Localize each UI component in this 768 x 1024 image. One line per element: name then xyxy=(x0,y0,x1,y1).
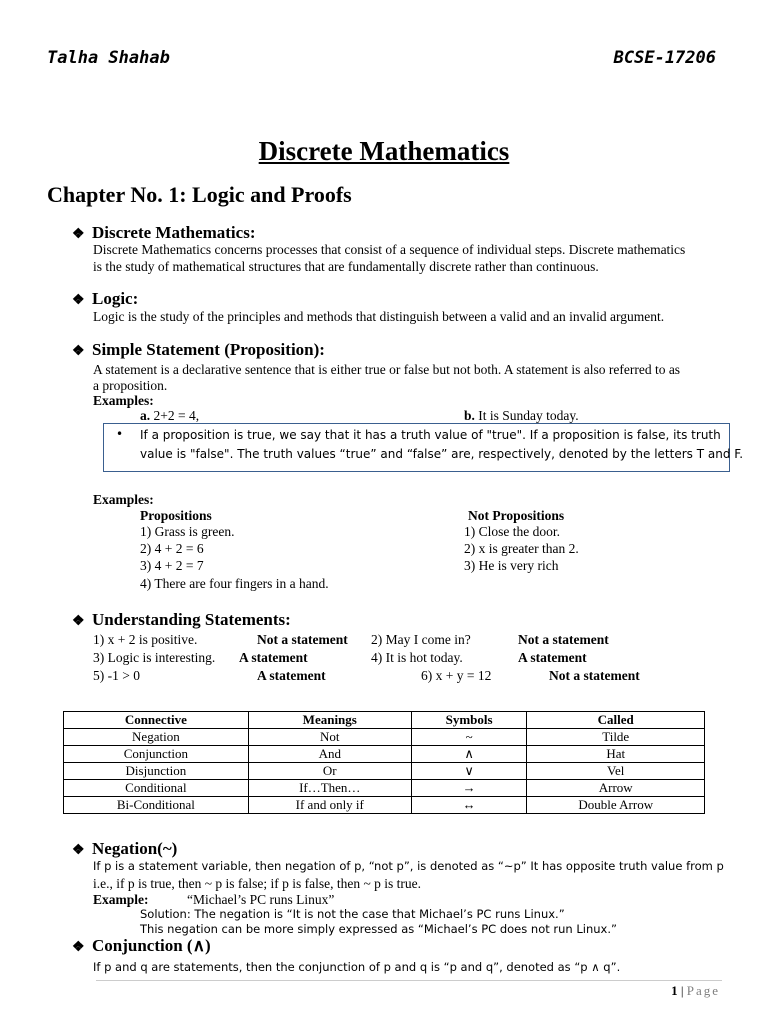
not-propositions-heading: Not Propositions xyxy=(468,508,565,523)
not-proposition-item: 3) He is very rich xyxy=(464,558,559,573)
note-line-2: value is "false". The truth values “true” and “false” are, respectively, denoted by the letters T and F. xyxy=(140,447,744,461)
bullet-icon: • xyxy=(116,427,124,441)
table-cell: Arrow xyxy=(527,780,705,797)
proposition-item: 2) 4 + 2 = 6 xyxy=(140,541,204,556)
section-heading-conjunction: ❖ Conjunction (∧) xyxy=(72,936,211,955)
diamond-bullet-icon: ❖ xyxy=(72,344,85,359)
section-heading-logic: ❖ Logic: xyxy=(72,289,139,308)
table-row xyxy=(64,729,705,746)
conjunction-text: If p and q are statements, then the conjunction of p and q is “p and q”, denoted as “p ∧ q”. xyxy=(93,960,621,974)
simple-text-2: a proposition. xyxy=(93,378,168,393)
page-title: Discrete Mathematics xyxy=(258,136,510,166)
note-line-1: If a proposition is true, we say that it has a truth value of "true". If a proposition is false, its truth xyxy=(140,428,721,442)
table-cell: And xyxy=(248,746,411,763)
examples-label-2: Examples: xyxy=(93,492,154,507)
table-row xyxy=(64,763,705,780)
table-cell: Conjunction xyxy=(64,746,249,763)
negation-text-1: If p is a statement variable, then negation of p, “not p”, is denoted as “~p” It has opposite truth value from p xyxy=(93,859,724,873)
table-cell: Bi-Conditional xyxy=(64,797,249,814)
truth-value-note-box xyxy=(103,423,744,472)
example-b: b. It is Sunday today. xyxy=(464,408,579,423)
section-heading-understanding: ❖ Understanding Statements: xyxy=(72,610,291,629)
negation-example-label: Example: xyxy=(93,892,149,907)
diamond-bullet-icon: ❖ xyxy=(72,843,85,858)
table-cell: ∧ xyxy=(411,746,527,763)
footer-divider xyxy=(96,980,722,981)
statement-item: 1) x + 2 is positive. xyxy=(93,632,198,647)
column-header: Called xyxy=(527,712,705,729)
table-cell: Hat xyxy=(527,746,705,763)
statement-item: 3) Logic is interesting. xyxy=(93,650,216,665)
table-cell: Vel xyxy=(527,763,705,780)
section-heading-simple: ❖ Simple Statement (Proposition): xyxy=(72,340,325,359)
proposition-item: 1) Grass is green. xyxy=(140,524,235,539)
negation-solution: Solution: The negation is “It is not the case that Michael’s PC runs Linux.” xyxy=(140,907,565,921)
page-label: Page xyxy=(686,983,720,998)
diamond-bullet-icon: ❖ xyxy=(72,940,85,955)
simple-text-1: A statement is a declarative sentence that is either true or false but not both. A statement is also referred to as xyxy=(93,362,681,377)
table-cell: Or xyxy=(248,763,411,780)
chapter-heading: Chapter No. 1: Logic and Proofs xyxy=(47,182,352,207)
table-cell: If…Then… xyxy=(248,780,411,797)
statement-verdict: Not a statement xyxy=(549,668,640,683)
table-cell: Not xyxy=(248,729,411,746)
diamond-bullet-icon: ❖ xyxy=(72,293,85,308)
proposition-item: 3) 4 + 2 = 7 xyxy=(140,558,204,573)
discrete-text-1: Discrete Mathematics concerns processes that consist of a sequence of individual steps. Discrete mathematics xyxy=(93,242,686,257)
diamond-bullet-icon: ❖ xyxy=(72,614,85,629)
footer-separator: | xyxy=(680,983,684,998)
statement-item: 4) It is hot today. xyxy=(371,650,463,665)
table-row xyxy=(64,780,705,797)
table-row xyxy=(64,746,705,763)
proposition-item: 4) There are four fingers in a hand. xyxy=(140,576,329,591)
connectives-table xyxy=(63,711,705,814)
student-id: BCSE-17206 xyxy=(613,48,716,68)
logic-text: Logic is the study of the principles and methods that distinguish between a valid and an invalid argument. xyxy=(93,309,665,324)
table-cell: ↔ xyxy=(411,797,527,814)
section-heading-negation: ❖ Negation(~) xyxy=(72,839,178,858)
negation-example: “Michael’s PC runs Linux” xyxy=(187,892,335,907)
statement-verdict: Not a statement xyxy=(518,632,609,647)
statement-item: 5) -1 > 0 xyxy=(93,668,140,683)
page-footer xyxy=(671,983,720,999)
table-row xyxy=(64,797,705,814)
table-cell: Conditional xyxy=(64,780,249,797)
table-cell: Double Arrow xyxy=(527,797,705,814)
negation-text-2: i.e., if p is true, then ~ p is false; if p is false, then ~ p is true. xyxy=(93,876,422,891)
page-number: 1 xyxy=(671,983,678,998)
table-cell: → xyxy=(411,780,527,797)
author-name: Talha Shahab xyxy=(47,48,170,68)
diamond-bullet-icon: ❖ xyxy=(72,227,85,242)
table-cell: ∨ xyxy=(411,763,527,780)
column-header: Symbols xyxy=(411,712,527,729)
column-header: Meanings xyxy=(248,712,411,729)
negation-simpler: This negation can be more simply expressed as “Michael’s PC does not run Linux.” xyxy=(140,922,617,936)
table-cell: ~ xyxy=(411,729,527,746)
table-cell: Negation xyxy=(64,729,249,746)
discrete-text-2: is the study of mathematical structures that are fundamentally discrete rather than continuous. xyxy=(93,259,599,274)
statement-verdict: A statement xyxy=(518,650,587,665)
section-heading-discrete: ❖ Discrete Mathematics: xyxy=(72,223,256,242)
table-cell: If and only if xyxy=(248,797,411,814)
propositions-heading: Propositions xyxy=(140,508,212,523)
statement-verdict: Not a statement xyxy=(257,632,348,647)
statement-item: 2) May I come in? xyxy=(371,632,471,647)
column-header: Connective xyxy=(64,712,249,729)
example-a: a. 2+2 = 4, xyxy=(140,408,200,423)
examples-label: Examples: xyxy=(93,393,154,408)
not-proposition-item: 2) x is greater than 2. xyxy=(464,541,579,556)
not-proposition-item: 1) Close the door. xyxy=(464,524,560,539)
table-cell: Disjunction xyxy=(64,763,249,780)
table-cell: Tilde xyxy=(527,729,705,746)
statement-verdict: A statement xyxy=(257,668,326,683)
table-header-row xyxy=(64,712,705,729)
statement-verdict: A statement xyxy=(239,650,308,665)
statement-item: 6) x + y = 12 xyxy=(421,668,492,683)
